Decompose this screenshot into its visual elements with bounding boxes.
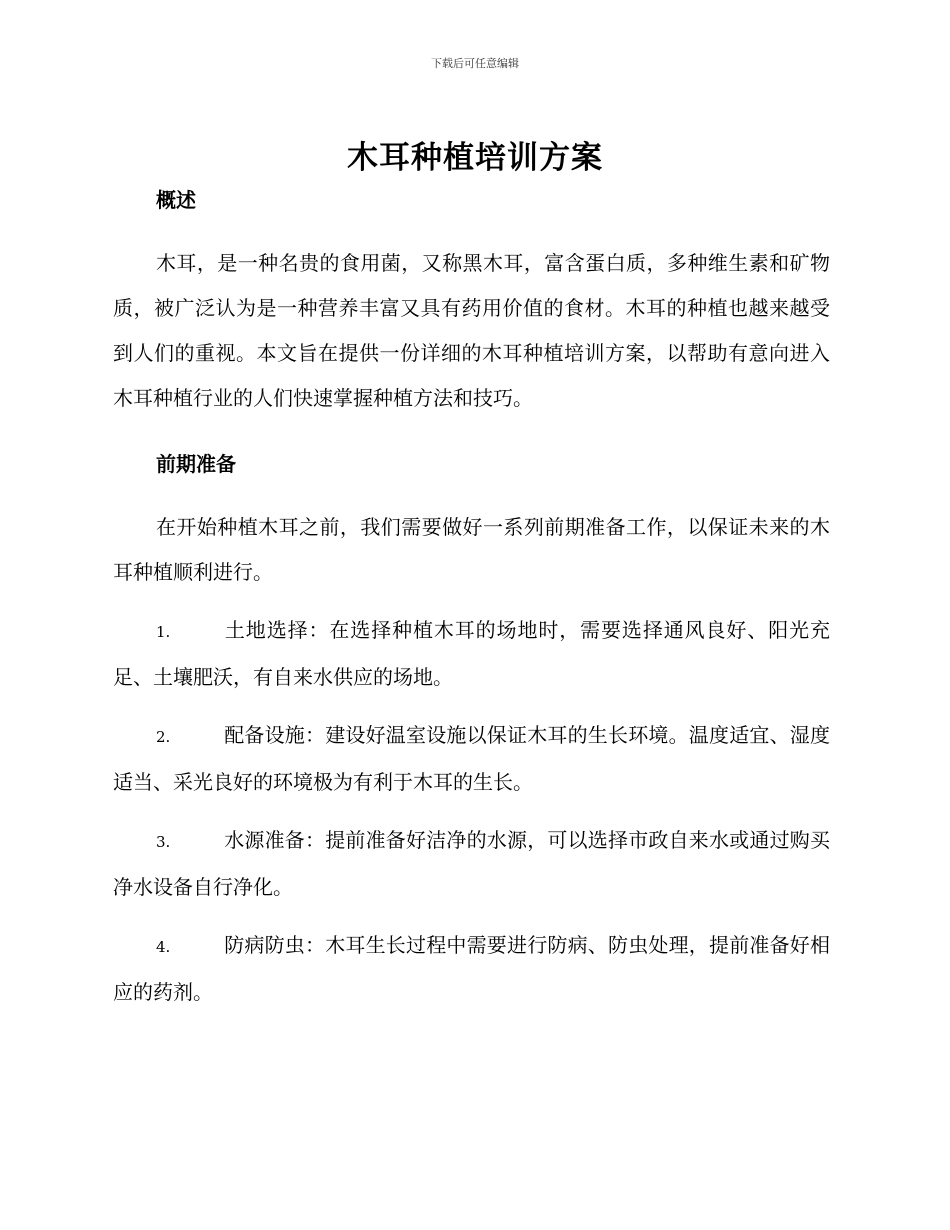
- list-item: [113, 608, 830, 700]
- document-title: 木耳种植培训方案: [347, 140, 603, 176]
- section-heading-preparation: 前期准备: [156, 452, 236, 476]
- list-item: [113, 713, 830, 805]
- list-item-text: 土地选择：在选择种植木耳的场地时，需要选择通风良好、阳光充足、土壤肥沃，有自来水供应的场地。: [113, 618, 830, 689]
- document-body: [113, 184, 830, 1015]
- list-item-number: 1.: [156, 623, 171, 641]
- list-item-number: 4.: [156, 938, 171, 956]
- list-item-number: 3.: [156, 833, 171, 851]
- list-item: [113, 818, 830, 910]
- header-note: 下载后可任意编辑: [431, 57, 519, 70]
- list-item-text: 配备设施：建设好温室设施以保证木耳的生长环境。温度适宜、湿度适当、采光良好的环境极为有利于木耳的生长。: [113, 723, 830, 794]
- list-item-text: 水源准备：提前准备好洁净的水源，可以选择市政自来水或通过购买净水设备自行净化。: [113, 828, 830, 899]
- preparation-paragraph: 在开始种植木耳之前，我们需要做好一系列前期准备工作，以保证未来的木耳种植顺利进行。: [113, 515, 830, 584]
- list-item-number: 2.: [156, 728, 171, 746]
- overview-paragraph: 木耳，是一种名贵的食用菌，又称黑木耳，富含蛋白质，多种维生素和矿物质，被广泛认为是一种营养丰富又具有药用价值的食材。木耳的种植也越来越受到人们的重视。本文旨在提供一份详细的木耳种植培训方案，以帮助有意向进入木耳种植行业的人们快速掌握种植方法和技巧。: [113, 251, 830, 410]
- section-heading-overview: 概述: [156, 188, 196, 212]
- list-item: [113, 923, 830, 1015]
- list-item-text: 防病防虫：木耳生长过程中需要进行防病、防虫处理，提前准备好相应的药剂。: [113, 933, 830, 1004]
